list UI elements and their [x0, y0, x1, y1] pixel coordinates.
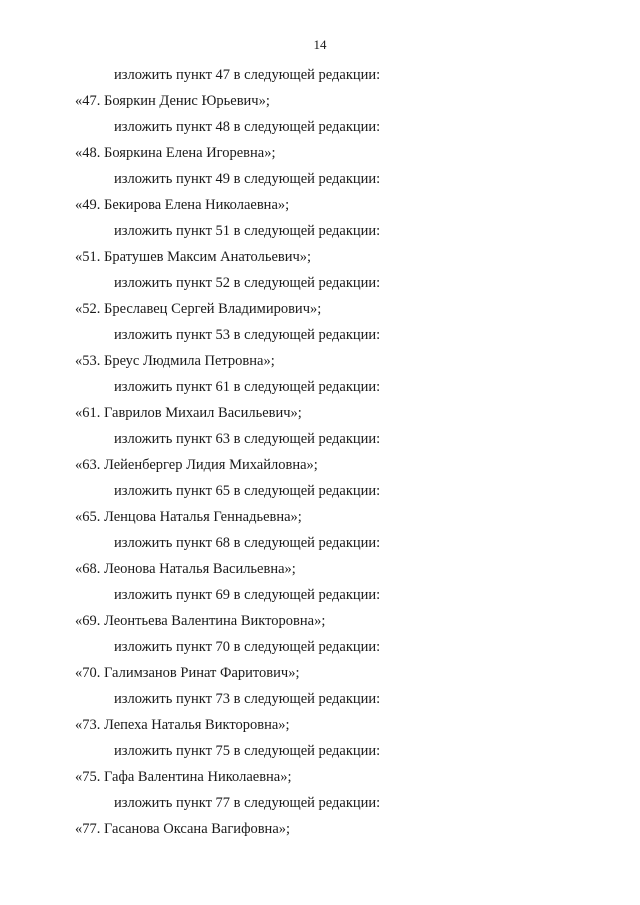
document-body [0, 64, 640, 844]
page-number: 14 [313, 37, 327, 52]
entry-line: «73. Лепеха Наталья Викторовна»; [75, 717, 290, 733]
entry-line: «77. Гасанова Оксана Вагифовна»; [75, 821, 291, 837]
entry-line: «51. Братушев Максим Анатольевич»; [75, 249, 312, 265]
instruction-line: изложить пункт 77 в следующей редакции: [114, 795, 381, 811]
instruction-line: изложить пункт 65 в следующей редакции: [114, 483, 381, 499]
entry-line: «52. Бреславец Сергей Владимирович»; [75, 301, 322, 317]
instruction-line: изложить пункт 69 в следующей редакции: [114, 587, 381, 603]
entry-line: «61. Гаврилов Михаил Васильевич»; [75, 405, 302, 421]
instruction-line: изложить пункт 63 в следующей редакции: [114, 431, 381, 447]
instruction-line: изложить пункт 52 в следующей редакции: [114, 275, 381, 291]
instruction-line: изложить пункт 49 в следующей редакции: [114, 171, 381, 187]
entry-line: «70. Галимзанов Ринат Фаритович»; [75, 665, 300, 681]
instruction-line: изложить пункт 51 в следующей редакции: [114, 223, 381, 239]
instruction-line: изложить пункт 73 в следующей редакции: [114, 691, 381, 707]
entry-line: «69. Леонтьева Валентина Викторовна»; [75, 613, 326, 629]
instruction-line: изложить пункт 68 в следующей редакции: [114, 535, 381, 551]
entry-line: «65. Ленцова Наталья Геннадьевна»; [75, 509, 302, 525]
instruction-line: изложить пункт 75 в следующей редакции: [114, 743, 381, 759]
instruction-line: изложить пункт 70 в следующей редакции: [114, 639, 381, 655]
entry-line: «49. Бекирова Елена Николаевна»; [75, 197, 290, 213]
instruction-line: изложить пункт 47 в следующей редакции: [114, 67, 381, 83]
instruction-line: изложить пункт 61 в следующей редакции: [114, 379, 381, 395]
entry-line: «68. Леонова Наталья Васильевна»; [75, 561, 296, 577]
instruction-line: изложить пункт 48 в следующей редакции: [114, 119, 381, 135]
entry-line: «53. Бреус Людмила Петровна»; [75, 353, 275, 369]
entry-line: «48. Бояркина Елена Игоревна»; [75, 145, 276, 161]
entry-line: «47. Бояркин Денис Юрьевич»; [75, 93, 270, 109]
entry-line: «63. Лейенбергер Лидия Михайловна»; [75, 457, 318, 473]
entry-line: «75. Гафа Валентина Николаевна»; [75, 769, 292, 785]
instruction-line: изложить пункт 53 в следующей редакции: [114, 327, 381, 343]
